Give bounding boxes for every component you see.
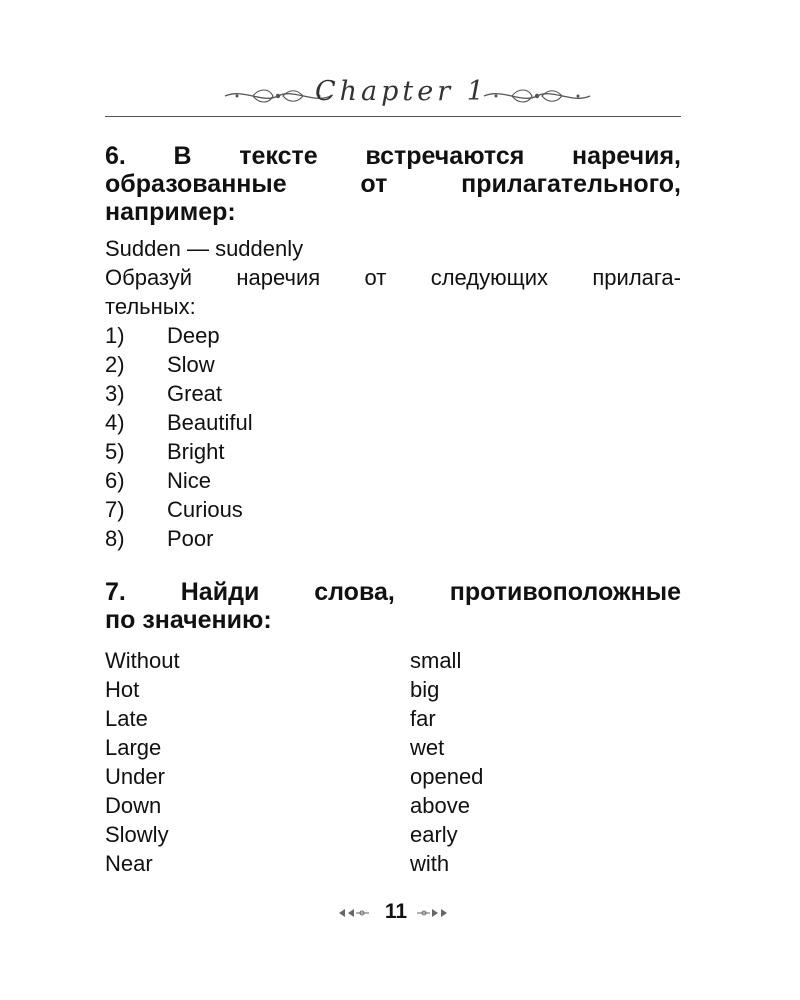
antonym-pairs (105, 646, 681, 878)
left-word: Late (105, 706, 148, 731)
list-item (105, 321, 505, 350)
table-row (105, 791, 681, 820)
list-item-word: Bright (167, 439, 225, 464)
header-divider (105, 116, 681, 117)
right-word: above (410, 793, 470, 818)
list-item-number: 5) (105, 439, 125, 464)
exercise-6-heading-line: образованные от прилагательного, (105, 170, 681, 198)
left-word: Hot (105, 677, 140, 702)
list-item-word: Beautiful (167, 410, 253, 435)
list-item-word: Nice (167, 468, 212, 493)
exercise-6-heading-line: например: (105, 198, 236, 226)
list-item-word: Great (167, 381, 223, 406)
list-item-number: 2) (105, 352, 125, 377)
right-flourish-ornament-icon (482, 84, 592, 108)
list-item (105, 495, 505, 524)
running-header (105, 70, 681, 118)
list-item-number: 4) (105, 410, 125, 435)
exercise-7-heading-line: по значению: (105, 606, 272, 634)
right-footer-ornament-icon (416, 907, 448, 919)
list-item (105, 379, 505, 408)
list-item (105, 350, 505, 379)
exercise-7-heading-line: 7. Найди слова, противоположные (105, 578, 681, 606)
list-item-word: Poor (167, 526, 214, 551)
right-word: wet (410, 735, 445, 760)
list-item-number: 1) (105, 323, 125, 348)
page-number: 11 (384, 900, 408, 923)
table-row (105, 762, 681, 791)
right-word: far (410, 706, 436, 731)
list-item-number: 3) (105, 381, 125, 406)
exercise-6-heading-line: 6. В тексте встречаются наречия, (105, 142, 681, 170)
right-word: big (410, 677, 440, 702)
list-item-number: 6) (105, 468, 125, 493)
exercise-6-heading (105, 142, 681, 226)
left-word: Under (105, 764, 165, 789)
example-text: Sudden — suddenly (105, 236, 304, 261)
left-word: Slowly (105, 822, 169, 847)
list-item (105, 524, 505, 553)
table-row (105, 733, 681, 762)
list-item (105, 437, 505, 466)
right-word: opened (410, 764, 484, 789)
list-item-word: Slow (167, 352, 215, 377)
right-word: with (410, 851, 450, 876)
left-word: Down (105, 793, 162, 818)
list-item (105, 408, 505, 437)
list-item-number: 7) (105, 497, 125, 522)
table-row (105, 849, 681, 878)
table-row (105, 646, 681, 675)
adjective-list (105, 321, 505, 553)
chapter-title: Chapter 1 (315, 76, 488, 107)
list-item-word: Curious (167, 497, 243, 522)
table-row (105, 675, 681, 704)
instruction-line: Образуй наречия от следующих прилага- (105, 265, 681, 290)
table-row (105, 704, 681, 733)
right-word: small (410, 648, 462, 673)
left-word: Near (105, 851, 153, 876)
table-row (105, 820, 681, 849)
list-item-number: 8) (105, 526, 125, 551)
page-footer (320, 898, 480, 926)
left-word: Without (105, 648, 180, 673)
instruction-line: тельных: (105, 294, 196, 319)
left-footer-ornament-icon (338, 907, 370, 919)
exercise-7-heading (105, 578, 681, 634)
right-word: early (410, 822, 458, 847)
list-item (105, 466, 505, 495)
list-item-word: Deep (167, 323, 220, 348)
left-word: Large (105, 735, 162, 760)
